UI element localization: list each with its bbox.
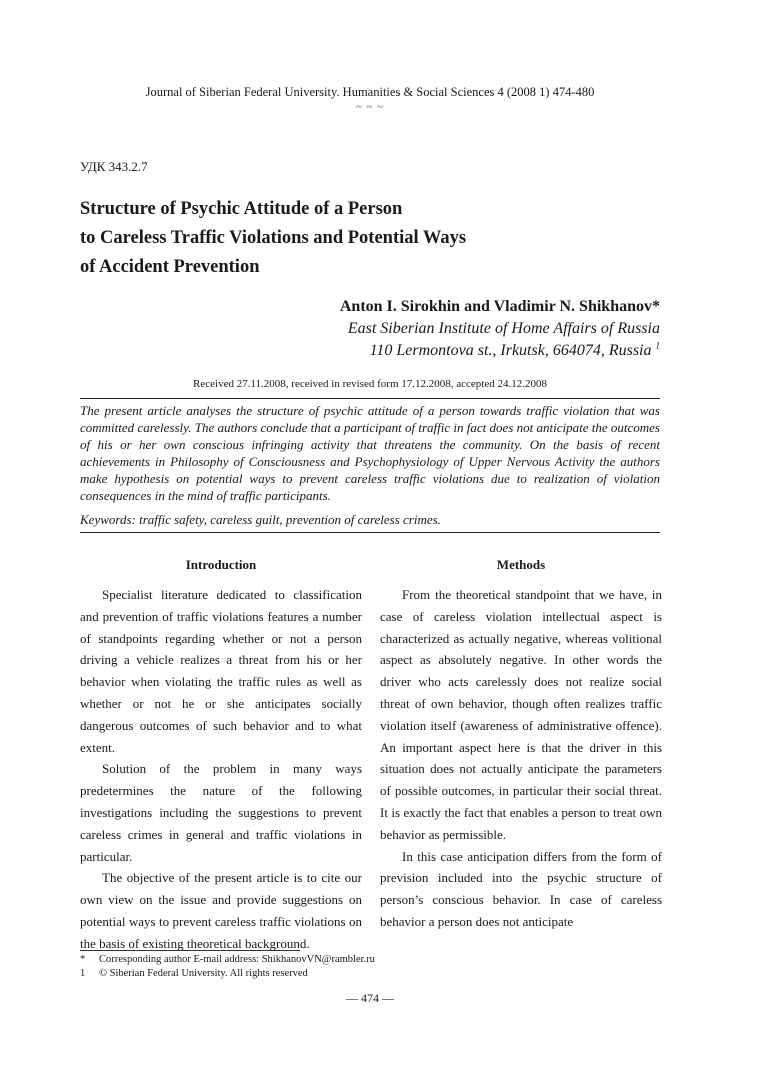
journal-header: Journal of Siberian Federal University. Humanities & Social Sciences 4 (2008 1) 474-480 <box>145 85 595 99</box>
affiliation-address-text: 110 Lermontova st., Irkutsk, 664074, Russia <box>369 342 652 359</box>
affiliation-address <box>150 340 660 362</box>
authors: Anton I. Sirokhin and Vladimir N. Shikhanov* <box>339 298 660 315</box>
abstract-bottom-rule <box>80 532 660 533</box>
keywords: Keywords: traffic safety, careless guilt, prevention of careless crimes. <box>80 512 441 527</box>
header-ornament: ~ ~ ~ <box>355 101 385 113</box>
footnote-mark: * <box>80 954 86 965</box>
left-column <box>80 556 362 955</box>
footnote <box>80 954 660 965</box>
body-paragraph: In this case anticipation differs from the form of prevision included into the psychic structure of person’s conscious behavior. In case of careless behavior a person does not anticipate <box>380 848 662 929</box>
section-heading-methods: Methods <box>496 557 546 572</box>
footnote-text: Corresponding author E-mail address: ShikhanovVN@rambler.ru <box>99 954 375 965</box>
article-title <box>80 195 550 282</box>
affiliation-institute: East Siberian Institute of Home Affairs of Russia <box>347 320 660 337</box>
footnote-text: © Siberian Federal University. All rights reserved <box>99 968 308 979</box>
body-paragraph: The objective of the present article is to cite our own view on the issue and provide suggestions on potential ways to prevent careless traffic violations on the basis of existing theoretical background. <box>80 870 362 951</box>
page-number: — 474 — <box>346 991 394 1005</box>
author-block <box>150 296 660 362</box>
body-paragraph: Solution of the problem in many ways predetermines the nature of the following investigations including the suggestions to prevent careless crimes in general and traffic violations in particular. <box>80 761 362 864</box>
footnote-mark: 1 <box>80 968 86 979</box>
abstract-top-rule <box>80 398 660 399</box>
body-paragraph: From the theoretical standpoint that we have, in case of careless violation intellectual aspect is characterized as actually negative, whereas volitional aspect as absolutely negative. In other words the driver who acts carelessly does not realize social threat of own behavior, though often realizes traffic violation itself (awareness of administrative offence). An important aspect here is that the driver in this situation does not actually anticipate the parameters of possible outcomes, in particular their social threat. It is exactly the fact that enables a person to treat own behavior as permissible. <box>380 587 662 842</box>
section-heading-introduction: Introduction <box>185 557 257 572</box>
title-line: to Careless Traffic Violations and Potential Ways <box>80 228 467 248</box>
udc-code: УДК 343.2.7 <box>80 159 148 174</box>
footnote <box>80 968 660 979</box>
abstract: The present article analyses the structure of psychic attitude of a person towards traffic violation that was committed carelessly. The authors conclude that a participant of traffic in fact does not anticipate the outcomes of his or her own conscious infringing activity that threatens the community. On the basis of recent achievements in Philosophy of Consciousness and Psychophysiology of Upper Nervous Activity the authors make hypothesis on potential ways to prevent careless traffic violations due to realization of violation consequences in the mind of traffic participants. <box>80 403 660 503</box>
right-column <box>380 556 662 933</box>
footnote-rule <box>80 950 300 951</box>
title-line: of Accident Prevention <box>80 257 260 277</box>
affiliation-footnote-mark: 1 <box>655 340 660 351</box>
received-dates: Received 27.11.2008, received in revised form 17.12.2008, accepted 24.12.2008 <box>193 378 547 390</box>
title-line: Structure of Psychic Attitude of a Person <box>80 199 403 219</box>
body-paragraph: Specialist literature dedicated to classification and prevention of traffic violations features a number of standpoints regarding whether or not a person driving a vehicle realizes a threat from his or her behavior when violating the traffic rules as well as whether or not he or she anticipates socially dangerous outcomes of such behavior and to what extent. <box>80 587 362 755</box>
